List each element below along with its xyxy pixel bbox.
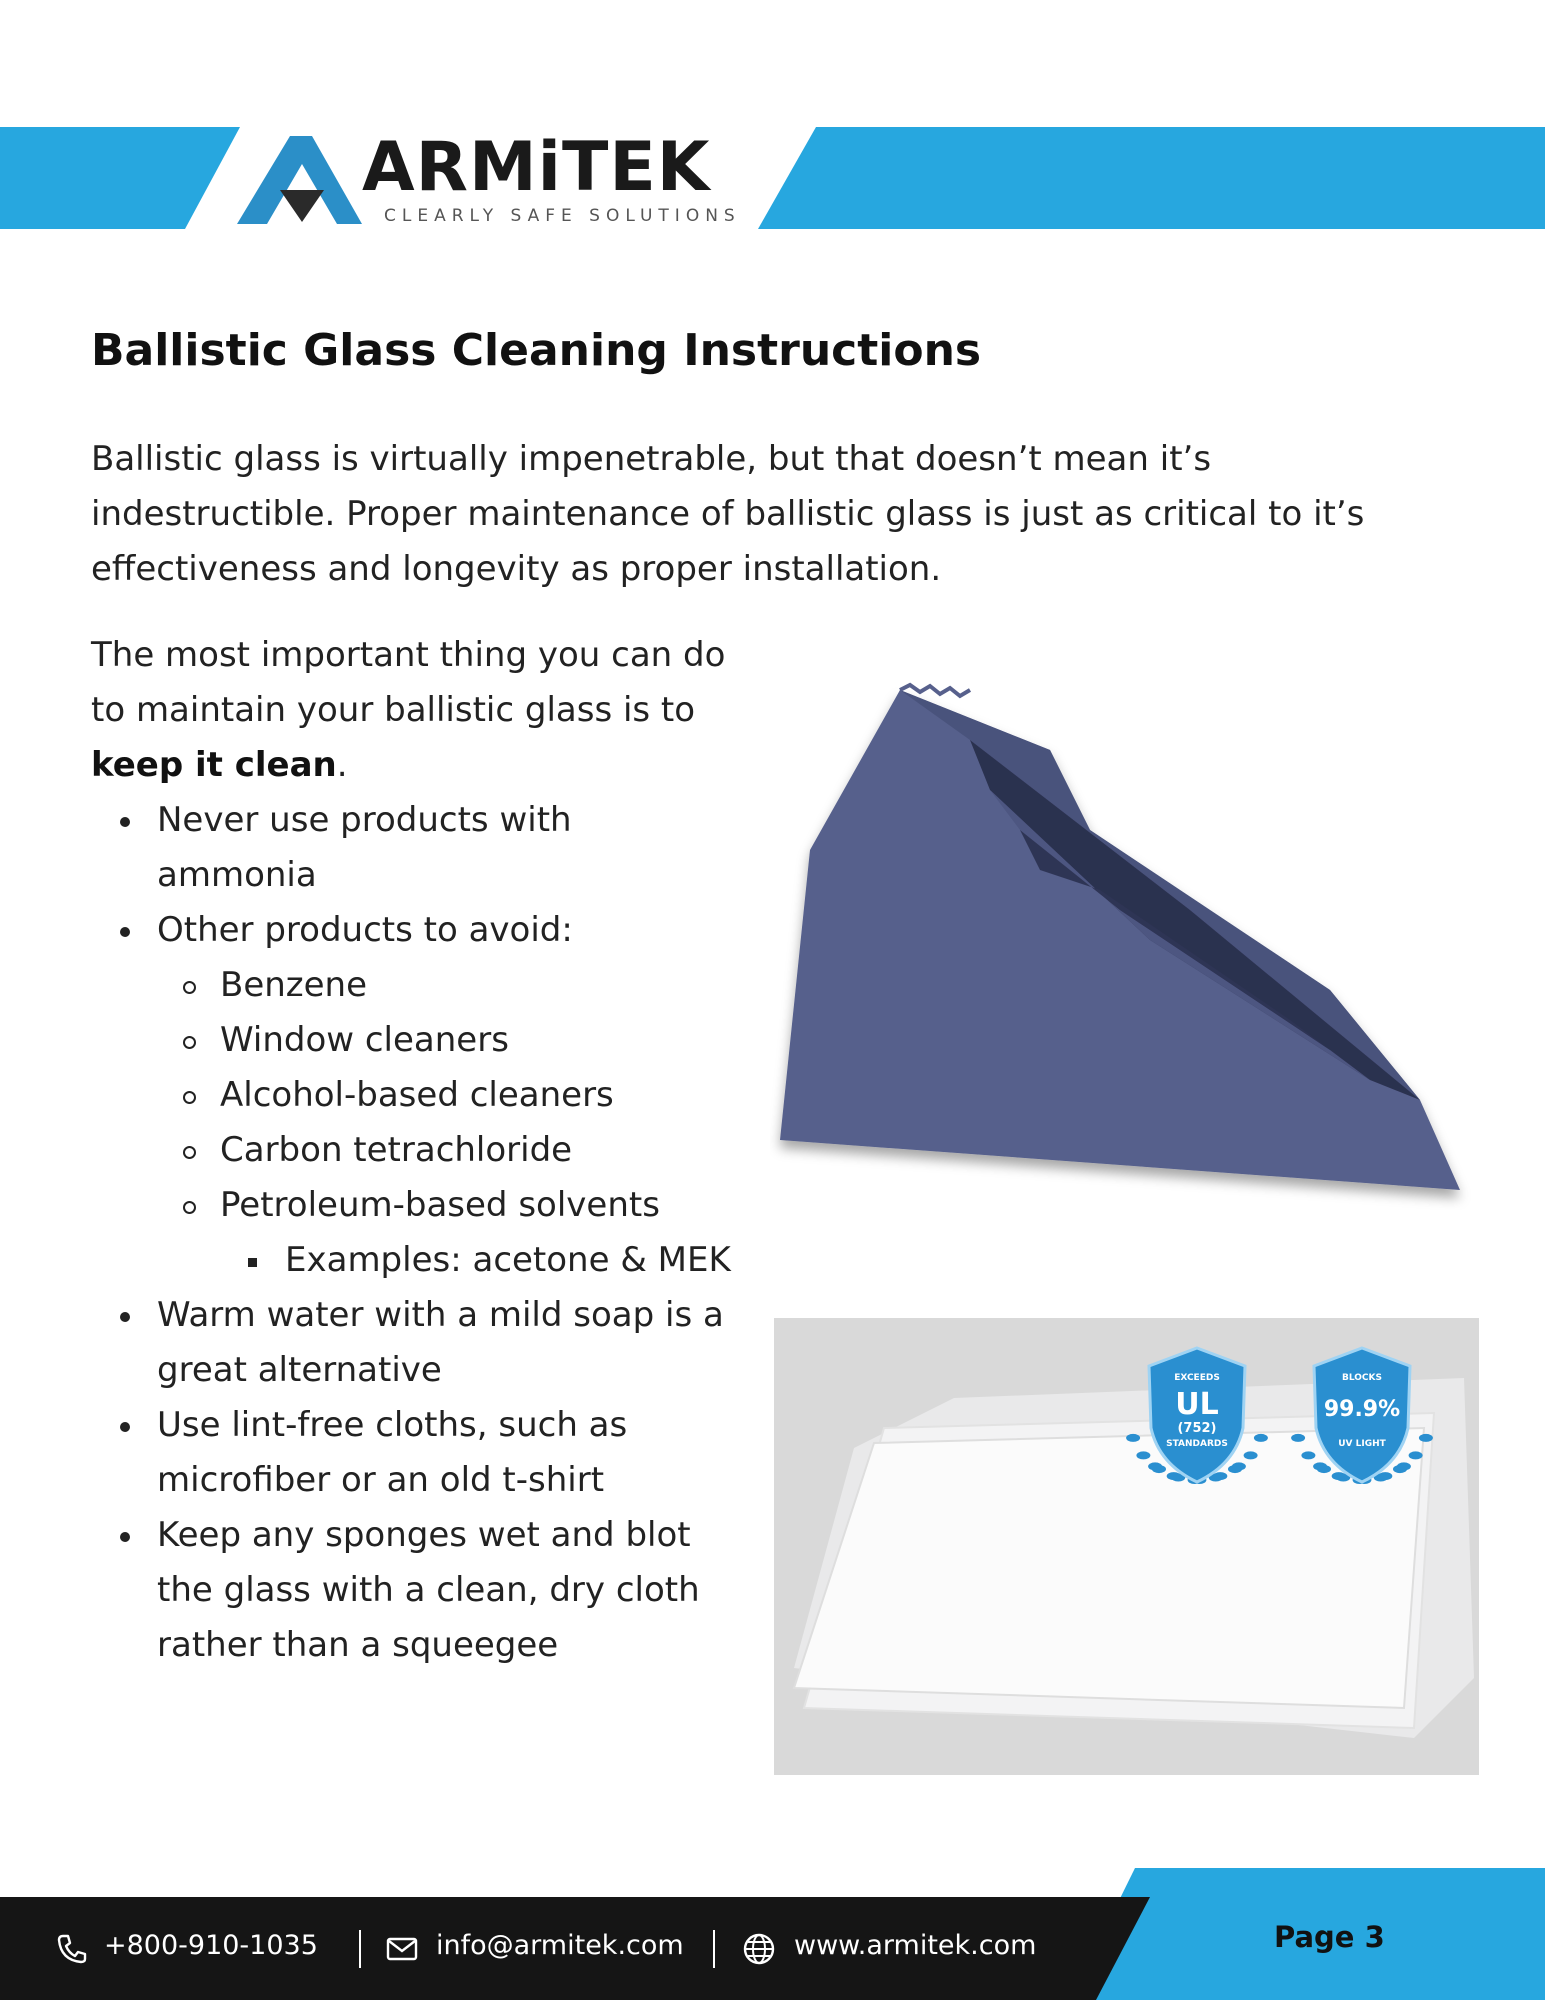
laurel-leaf xyxy=(1332,1472,1346,1480)
list-item xyxy=(91,1398,731,1508)
list-item-text: Window cleaners xyxy=(220,1020,509,1060)
laurel-leaf xyxy=(1378,1472,1392,1480)
mail-icon xyxy=(385,1932,419,1966)
list-item-text: Examples: acetone & MEK xyxy=(285,1240,731,1280)
laurel-leaf xyxy=(1291,1434,1305,1442)
header-band-right xyxy=(758,127,1545,229)
footer-email[interactable]: info@armitek.com xyxy=(436,1930,684,1961)
list-item-text: Alcohol-based cleaners xyxy=(220,1075,614,1115)
intro-paragraph: Ballistic glass is virtually impenetrable, but that doesn’t mean it’s indestructible. Proper maintenance of ballistic glass is just as critical to it’s effectiveness and longevity as proper installation. xyxy=(91,439,1365,589)
bullet-disc-icon xyxy=(120,1312,130,1322)
header-band-left xyxy=(0,127,240,229)
list-item xyxy=(91,1123,731,1178)
laurel-leaf xyxy=(1148,1462,1162,1470)
list-item xyxy=(91,1233,731,1288)
laurel-leaf xyxy=(1244,1451,1258,1459)
laurel-leaf xyxy=(1232,1462,1246,1470)
list-item xyxy=(91,1178,731,1233)
list-item xyxy=(91,958,731,1013)
list-item-text: Never use products with ammonia xyxy=(157,800,572,895)
footer-separator xyxy=(359,1930,361,1968)
list-item xyxy=(91,903,731,958)
bullet-square-icon xyxy=(248,1258,257,1267)
laurel-leaf xyxy=(1397,1462,1411,1470)
list-item-text: Use lint-free cloths, such as microfiber or an old t-shirt xyxy=(157,1405,628,1500)
globe-icon xyxy=(742,1932,776,1966)
footer-website[interactable]: www.armitek.com xyxy=(794,1930,1037,1961)
bullet-circle-icon xyxy=(183,1146,196,1159)
page-number: Page 3 xyxy=(1274,1920,1385,1954)
lead-text: The most important thing you can do to maintain your ballistic glass is to xyxy=(91,635,726,730)
certification-badge xyxy=(1117,1336,1277,1496)
badge-text: UL xyxy=(1175,1387,1219,1422)
list-item xyxy=(91,1013,731,1068)
list-item-text: Benzene xyxy=(220,965,368,1005)
footer-phone[interactable]: +800-910-1035 xyxy=(104,1930,318,1961)
logo-tagline: CLEARLY SAFE SOLUTIONS xyxy=(384,206,741,226)
list-item xyxy=(91,1508,731,1673)
footer-separator xyxy=(713,1930,715,1968)
certification-badge xyxy=(1282,1336,1442,1496)
list-item-text: Other products to avoid: xyxy=(157,910,573,950)
lead-emphasis: keep it clean xyxy=(91,745,337,785)
list-item-text: Petroleum-based solvents xyxy=(220,1185,660,1225)
badge-text: EXCEEDS xyxy=(1174,1373,1220,1383)
badge-text: BLOCKS xyxy=(1342,1373,1382,1383)
laurel-leaf xyxy=(1409,1451,1423,1459)
bullet-disc-icon xyxy=(120,1532,130,1542)
bullet-circle-icon xyxy=(183,981,196,994)
laurel-leaf xyxy=(1313,1462,1327,1470)
bullet-circle-icon xyxy=(183,1201,196,1214)
armitek-logo xyxy=(232,128,742,228)
instructions-list xyxy=(91,793,731,1673)
bullet-disc-icon xyxy=(120,1422,130,1432)
bullet-disc-icon xyxy=(120,927,130,937)
laurel-leaf xyxy=(1419,1434,1433,1442)
page-title: Ballistic Glass Cleaning Instructions xyxy=(91,325,982,376)
laurel-leaf xyxy=(1167,1472,1181,1480)
badge-text: (752) xyxy=(1177,1421,1217,1436)
lead-paragraph xyxy=(91,628,731,793)
list-item xyxy=(91,1288,731,1398)
list-item-text: Keep any sponges wet and blot the glass with a clean, dry cloth rather than a squeegee xyxy=(157,1515,700,1665)
logo-wordmark: ARMiTEK xyxy=(362,128,711,207)
ballistic-glass-image xyxy=(774,1318,1479,1775)
laurel-leaf xyxy=(1254,1434,1268,1442)
badge-text: UV LIGHT xyxy=(1338,1439,1386,1449)
list-item-text: Carbon tetrachloride xyxy=(220,1130,573,1170)
list-item xyxy=(91,1068,731,1123)
list-item xyxy=(91,793,731,903)
phone-icon xyxy=(55,1932,89,1966)
microfiber-cloth-image xyxy=(770,680,1480,1210)
bullet-circle-icon xyxy=(183,1036,196,1049)
bullet-circle-icon xyxy=(183,1091,196,1104)
bullet-disc-icon xyxy=(120,817,130,827)
list-item-text: Warm water with a mild soap is a great alternative xyxy=(157,1295,724,1390)
lead-end: . xyxy=(336,745,348,785)
laurel-leaf xyxy=(1213,1472,1227,1480)
laurel-leaf xyxy=(1126,1434,1140,1442)
badge-text: STANDARDS xyxy=(1166,1439,1228,1449)
laurel-leaf xyxy=(1301,1451,1315,1459)
logo-triangle-icon xyxy=(232,128,382,228)
laurel-leaf xyxy=(1136,1451,1150,1459)
badge-text: 99.9% xyxy=(1323,1397,1401,1422)
